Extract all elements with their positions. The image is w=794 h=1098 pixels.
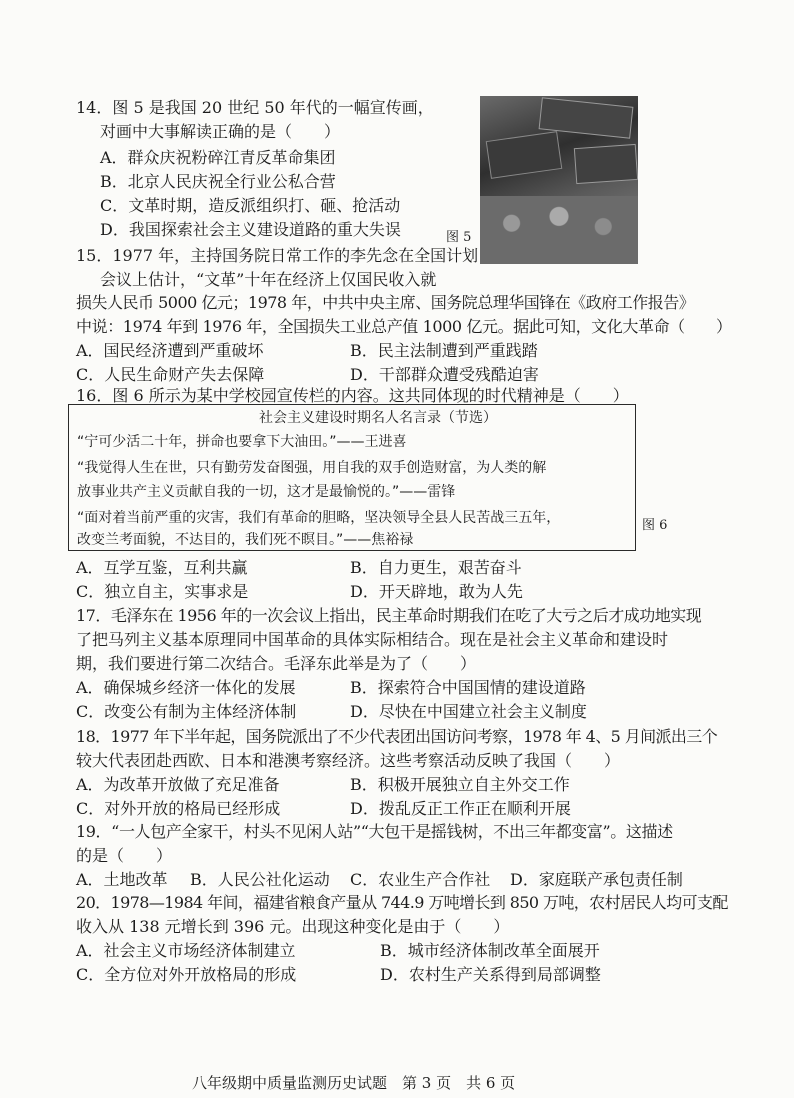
q17-option-b: B．探索符合中国国情的建设道路 — [350, 678, 586, 697]
q15-option-c: C．人民生命财产失去保障 — [76, 365, 265, 384]
q16-option-d: D．开天辟地，敢为人先 — [350, 582, 523, 601]
quote-lei-feng-line2: 放事业共产主义贡献自我的一切，这才是最愉悦的。”——雷锋 — [77, 484, 456, 500]
quote-jiao-yulu-line1: “面对着当前严重的灾害，我们有革命的胆略，坚决领导全县人民苦战三五年， — [77, 510, 561, 526]
q15-stem-line3: 损失人民币 5000 亿元；1978 年，中共中央主席、国务院总理华国锋在《政府工作报告》 — [76, 293, 695, 312]
figure-6-label: 图 6 — [642, 518, 668, 533]
q20-option-d: D．农村生产关系得到局部调整 — [380, 965, 601, 984]
q19-option-c: C．农业生产合作社 — [350, 870, 491, 889]
q14-option-a: A．群众庆祝粉碎江青反革命集团 — [100, 148, 336, 167]
q18-stem-line1: 18．1977 年下半年起，国务院派出了不少代表团出国访问考察，1978 年 4、5 月间派出三个 — [76, 727, 718, 746]
q15-option-b: B．民主法制遭到严重践踏 — [350, 341, 538, 360]
q14-option-d: D．我国探索社会主义建设道路的重大失误 — [100, 220, 401, 239]
q18-stem-line2: 较大代表团赴西欧、日本和港澳考察经济。这些考察活动反映了我国（ ） — [76, 751, 621, 770]
q16-option-a: A．互学互鉴，互利共赢 — [76, 558, 248, 577]
q14-stem-line2: 对画中大事解读正确的是（ ） — [100, 122, 341, 141]
figure-6-quote-box — [68, 404, 636, 551]
q17-stem-line2: 了把马列主义基本原理同中国革命的具体实际相结合。现在是社会主义革命和建设时 — [76, 630, 669, 649]
q14-option-c: C．文革时期，造反派组织打、砸、抢活动 — [100, 196, 401, 215]
q20-option-a: A．社会主义市场经济体制建立 — [76, 941, 296, 960]
q15-stem-line1: 15．1977 年，主持国务院日常工作的李先念在全国计划 — [76, 246, 479, 265]
q15-option-a: A．国民经济遭到严重破坏 — [76, 341, 264, 360]
q17-option-c: C．改变公有制为主体经济体制 — [76, 702, 297, 721]
q20-option-c: C．全方位对外开放格局的形成 — [76, 965, 297, 984]
q17-stem-line3: 期，我们要进行第二次结合。毛泽东此举是为了（ ） — [76, 654, 477, 673]
q15-stem-line4: 中说：1974 年到 1976 年，全国损失工业总产值 1000 亿元。据此可知，文化大革命（ ） — [76, 317, 732, 336]
figure-5-label: 图 5 — [446, 230, 472, 245]
q20-stem-line2: 收入从 138 元增长到 396 元。出现这种变化是由于（ ） — [76, 917, 510, 936]
q17-option-a: A．确保城乡经济一体化的发展 — [76, 678, 296, 697]
q18-option-d: D．拨乱反正工作正在顺利开展 — [350, 799, 571, 818]
q19-stem-line2: 的是（ ） — [76, 846, 173, 865]
q19-option-b: B．人民公社化运动 — [190, 870, 330, 889]
q17-option-d: D．尽快在中国建立社会主义制度 — [350, 702, 587, 721]
q19-option-a: A．土地改革 — [76, 870, 168, 889]
q18-option-b: B．积极开展独立自主外交工作 — [350, 775, 570, 794]
q18-option-a: A．为改革开放做了充足准备 — [76, 775, 280, 794]
quote-jiao-yulu-line2: 改变兰考面貌，不达目的，我们死不瞑目。”——焦裕禄 — [77, 532, 414, 548]
q17-stem-line1: 17．毛泽东在 1956 年的一次会议上指出，民主革命时期我们在吃了大亏之后才成功地实现 — [76, 606, 702, 625]
q16-option-c: C．独立自主，实事求是 — [76, 582, 249, 601]
quote-box-title: 社会主义建设时期名人名言录（节选） — [259, 410, 497, 426]
q20-option-b: B．城市经济体制改革全面展开 — [380, 941, 600, 960]
q20-stem-line1: 20．1978—1984 年间，福建省粮食产量从 744.9 万吨增长到 850 万吨，农村居民人均可支配 — [76, 893, 728, 912]
q16-option-b: B．自力更生，艰苦奋斗 — [350, 558, 522, 577]
q19-option-d: D．家庭联产承包责任制 — [510, 870, 683, 889]
q16-stem-line1: 16．图 6 所示为某中学校园宣传栏的内容。这共同体现的时代精神是（ ） — [76, 386, 629, 405]
q14-stem-line1: 14．图 5 是我国 20 世纪 50 年代的一幅宣传画， — [76, 98, 434, 117]
figure-5-propaganda-poster — [480, 96, 638, 264]
q19-stem-line1: 19．“一人包产全家干，村头不见闲人站”“大包干是摇钱树，不出三年都变富”。这描述 — [76, 822, 673, 841]
q15-stem-line2: 会议上估计，“文革”十年在经济上仅国民收入就 — [100, 270, 437, 289]
page-footer: 八年级期中质量监测历史试题 第 3 页 共 6 页 — [192, 1074, 516, 1092]
quote-wang-jinxi: “宁可少活二十年，拼命也要拿下大油田。”——王进喜 — [77, 434, 407, 450]
quote-lei-feng-line1: “我觉得人生在世，只有勤劳发奋图强，用自我的双手创造财富，为人类的解 — [77, 460, 547, 476]
q14-option-b: B．北京人民庆祝全行业公私合营 — [100, 172, 336, 191]
q18-option-c: C．对外开放的格局已经形成 — [76, 799, 281, 818]
q15-option-d: D．干部群众遭受残酷迫害 — [350, 365, 539, 384]
